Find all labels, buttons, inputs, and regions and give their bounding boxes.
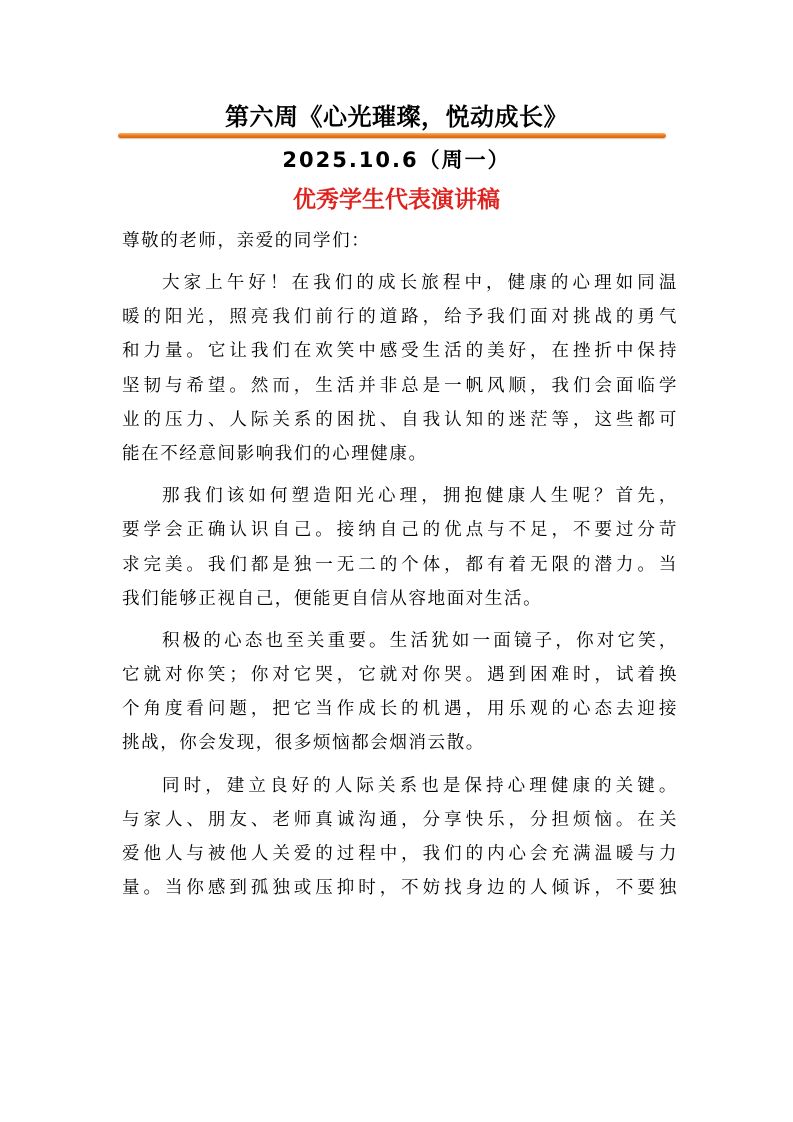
document-date: 2025.10.6（周一） — [282, 148, 511, 172]
paragraph-line: 要学会正确认识自己。接纳自己的优点与不足，不要过分苛 — [122, 520, 678, 541]
paragraph-line: 坚韧与希望。然而，生活并非总是一帆风顺，我们会面临学 — [122, 375, 678, 396]
paragraph-line: 那我们该如何塑造阳光心理，拥抱健康人生呢？首先， — [162, 486, 678, 507]
paragraph-4 — [122, 769, 678, 906]
paragraph-line: 和力量。它让我们在欢笑中感受生活的美好，在挫折中保持 — [122, 341, 678, 362]
paragraph-line: 我们能够正视自己，便能更自信从容地面对生活。 — [122, 588, 543, 609]
paragraph-line: 求完美。我们都是独一无二的个体，都有着无限的潜力。当 — [122, 554, 678, 575]
paragraph-line: 同时，建立良好的人际关系也是保持心理健康的关键。 — [162, 775, 678, 796]
paragraph-line: 与家人、朋友、老师真诚沟通，分享快乐，分担烦恼。在关 — [122, 809, 678, 830]
paragraph-line: 爱他人与被他人关爱的过程中，我们的内心会充满温暖与力 — [122, 844, 678, 864]
paragraph-line: 业的压力、人际关系的困扰、自我认知的迷茫等，这些都可 — [122, 409, 678, 430]
document-title: 第六周《心光璀璨，悦动成长》 — [225, 103, 568, 131]
paragraph-2 — [122, 479, 678, 616]
paragraph-line: 个角度看问题，把它当作成长的机遇，用乐观的心态去迎接 — [122, 699, 678, 720]
paragraph-line: 挑战，你会发现，很多烦恼都会烟消云散。 — [122, 733, 485, 754]
paragraph-line: 积极的心态也至关重要。生活犹如一面镜子，你对它笑， — [162, 630, 678, 651]
paragraph-line: 大家上午好！在我们的成长旅程中，健康的心理如同温 — [162, 273, 678, 293]
paragraph-line: 量。当你感到孤独或压抑时，不妨找身边的人倾诉，不要独 — [122, 878, 678, 899]
document-subtitle: 优秀学生代表演讲稿 — [293, 187, 500, 213]
paragraph-3 — [122, 624, 678, 761]
paragraph-line: 能在不经意间影响我们的心理健康。 — [122, 443, 428, 464]
paragraph-line: 它就对你笑；你对它哭，它就对你哭。遇到困难时，试着换 — [122, 665, 678, 686]
paragraph-1 — [122, 266, 678, 471]
paragraph-line: 暖的阳光，照亮我们前行的道路，给予我们面对挑战的勇气 — [122, 307, 678, 328]
title-underline-rule — [118, 133, 666, 138]
salutation: 尊敬的老师，亲爱的同学们： — [122, 231, 371, 251]
speech-body — [122, 226, 678, 905]
